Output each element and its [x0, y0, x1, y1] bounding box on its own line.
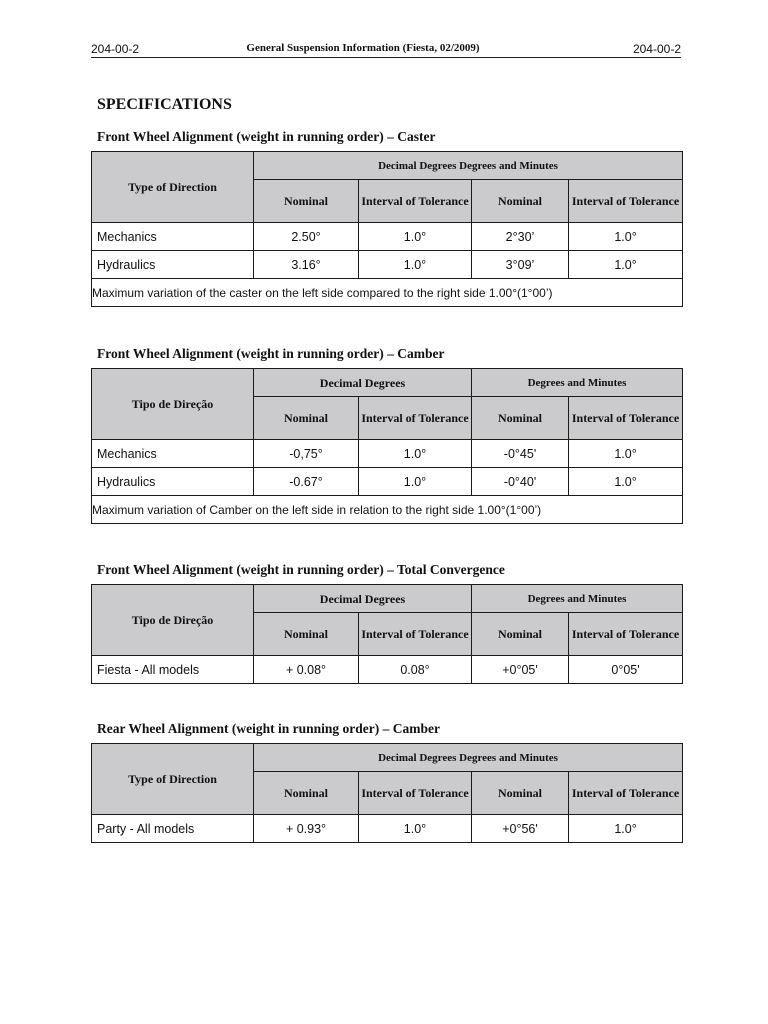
subheader-nominal: Nominal [254, 613, 359, 656]
group-header-combined: Decimal Degrees Degrees and Minutes [254, 152, 683, 180]
type-header: Type of Direction [92, 744, 254, 815]
cell-value: +0°05' [472, 656, 569, 684]
header-rule [91, 57, 681, 58]
subheader-tolerance: Interval of Tolerance [359, 397, 472, 440]
row-label: Fiesta - All models [92, 656, 254, 684]
type-header: Tipo de Direção [92, 369, 254, 440]
cell-value: + 0.08° [254, 656, 359, 684]
table-row [92, 468, 683, 496]
cell-value: 1.0° [359, 468, 472, 496]
rear-camber-section-title: Rear Wheel Alignment (weight in running order) – Camber [97, 721, 440, 736]
cell-value: 1.0° [359, 440, 472, 468]
cell-value: + 0.93° [254, 815, 359, 843]
cell-value: +0°56' [472, 815, 569, 843]
subheader-nominal: Nominal [472, 397, 569, 440]
type-header: Type of Direction [92, 152, 254, 223]
table-row [92, 440, 683, 468]
header-page-number-left: 204-00-2 [91, 42, 140, 56]
subheader-tolerance: Interval of Tolerance [359, 613, 472, 656]
cell-value: 3°09’ [472, 251, 569, 279]
subheader-tolerance: Interval of Tolerance [359, 772, 472, 815]
cell-value: 1.0° [569, 223, 683, 251]
row-label: Mechanics [92, 223, 254, 251]
header-document-title: General Suspension Information (Fiesta, 02/2009) [246, 42, 480, 54]
subheader-tolerance: Interval of Tolerance [569, 772, 683, 815]
group-header-decimal: Decimal Degrees [254, 585, 472, 613]
cell-value: 1.0° [569, 251, 683, 279]
convergence-table [91, 584, 683, 684]
row-label: Hydraulics [92, 468, 254, 496]
cell-value: 0°05' [569, 656, 683, 684]
row-label: Party - All models [92, 815, 254, 843]
subheader-nominal: Nominal [472, 772, 569, 815]
specifications-heading: SPECIFICATIONS [97, 96, 232, 113]
cell-value: 1.0° [569, 468, 683, 496]
cell-value: 1.0° [569, 440, 683, 468]
table-row [92, 223, 683, 251]
camber-table [91, 368, 683, 524]
cell-value: 1.0° [569, 815, 683, 843]
table-note: Maximum variation of Camber on the left side in relation to the right side 1.00°(1°00’) [92, 496, 683, 524]
table-row [92, 656, 683, 684]
row-label: Mechanics [92, 440, 254, 468]
caster-section-title: Front Wheel Alignment (weight in running order) – Caster [97, 129, 436, 144]
group-header-degrees-minutes: Degrees and Minutes [472, 585, 683, 613]
cell-value: -0°40' [472, 468, 569, 496]
cell-value: 2.50° [254, 223, 359, 251]
cell-value: 1.0° [359, 251, 472, 279]
group-header-degrees-minutes: Degrees and Minutes [472, 369, 683, 397]
subheader-tolerance: Interval of Tolerance [359, 180, 472, 223]
camber-section-title: Front Wheel Alignment (weight in running order) – Camber [97, 346, 445, 361]
subheader-tolerance: Interval of Tolerance [569, 613, 683, 656]
subheader-nominal: Nominal [254, 397, 359, 440]
row-label: Hydraulics [92, 251, 254, 279]
subheader-tolerance: Interval of Tolerance [569, 180, 683, 223]
cell-value: -0.67° [254, 468, 359, 496]
type-header: Tipo de Direção [92, 585, 254, 656]
cell-value: 0.08° [359, 656, 472, 684]
group-header-decimal: Decimal Degrees [254, 369, 472, 397]
cell-value: -0°45' [472, 440, 569, 468]
header-page-number-right: 204-00-2 [632, 42, 681, 56]
caster-table [91, 151, 683, 307]
subheader-nominal: Nominal [254, 180, 359, 223]
subheader-nominal: Nominal [472, 180, 569, 223]
cell-value: 1.0° [359, 223, 472, 251]
table-row [92, 251, 683, 279]
table-row [92, 815, 683, 843]
cell-value: 2°30’ [472, 223, 569, 251]
table-note: Maximum variation of the caster on the left side compared to the right side 1.00°(1°00’) [92, 279, 683, 307]
subheader-tolerance: Interval of Tolerance [569, 397, 683, 440]
cell-value: -0,75° [254, 440, 359, 468]
rear-camber-table [91, 743, 683, 843]
cell-value: 3.16° [254, 251, 359, 279]
convergence-section-title: Front Wheel Alignment (weight in running order) – Total Convergence [97, 562, 505, 577]
subheader-nominal: Nominal [472, 613, 569, 656]
cell-value: 1.0° [359, 815, 472, 843]
subheader-nominal: Nominal [254, 772, 359, 815]
group-header-combined: Decimal Degrees Degrees and Minutes [254, 744, 683, 772]
